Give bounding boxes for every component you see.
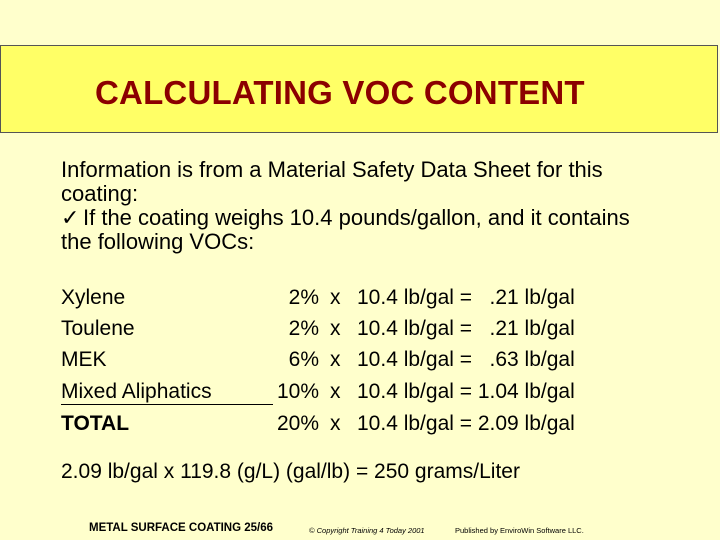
footer-course-page: METAL SURFACE COATING 25/66 (89, 522, 274, 534)
voc-name-total: TOTAL (61, 412, 130, 435)
voc-percent: 6% (288, 348, 319, 371)
voc-percent: 2% (288, 286, 319, 309)
slide-title: CALCULATING VOC CONTENT (95, 74, 585, 111)
conclusion-formula: 2.09 lb/gal x 119.8 (g/L) (gal/lb) = 250 grams/Liter (61, 460, 520, 483)
voc-percent: 10% (276, 380, 319, 403)
voc-calculation: 10.4 lb/gal = .63 lb/gal (357, 348, 575, 371)
multiply-sign: x (330, 286, 341, 309)
footer-publisher: Published by EnviroWin Software LLC. (455, 526, 584, 535)
total-divider-line (61, 404, 273, 405)
bullet-line-2: the following VOCs: (61, 229, 255, 254)
voc-name: Mixed Aliphatics (61, 380, 212, 403)
voc-name: MEK (61, 348, 107, 371)
voc-percent: 20% (276, 412, 319, 435)
footer-copyright: © Copyright Training 4 Today 2001 (309, 526, 425, 535)
check-mark-icon: ✓ (61, 205, 80, 230)
multiply-sign: x (330, 348, 341, 371)
multiply-sign: x (330, 412, 341, 435)
multiply-sign: x (330, 317, 341, 340)
intro-line-2: coating: (61, 181, 139, 206)
voc-percent: 2% (288, 317, 319, 340)
intro-text (61, 158, 701, 254)
intro-line-1: Information is from a Material Safety Data Sheet for this (61, 157, 603, 182)
voc-name: Toulene (61, 317, 135, 340)
voc-name: Xylene (61, 286, 126, 309)
bullet-text-1: If the coating weighs 10.4 pounds/gallon, and it contains (83, 205, 630, 230)
voc-calculation: 10.4 lb/gal = .21 lb/gal (357, 317, 575, 340)
voc-calculation: 10.4 lb/gal = 2.09 lb/gal (357, 412, 575, 435)
bullet-line-1 (61, 206, 701, 230)
voc-calculation: 10.4 lb/gal = .21 lb/gal (357, 286, 575, 309)
multiply-sign: x (330, 380, 341, 403)
voc-calculation: 10.4 lb/gal = 1.04 lb/gal (357, 380, 575, 403)
